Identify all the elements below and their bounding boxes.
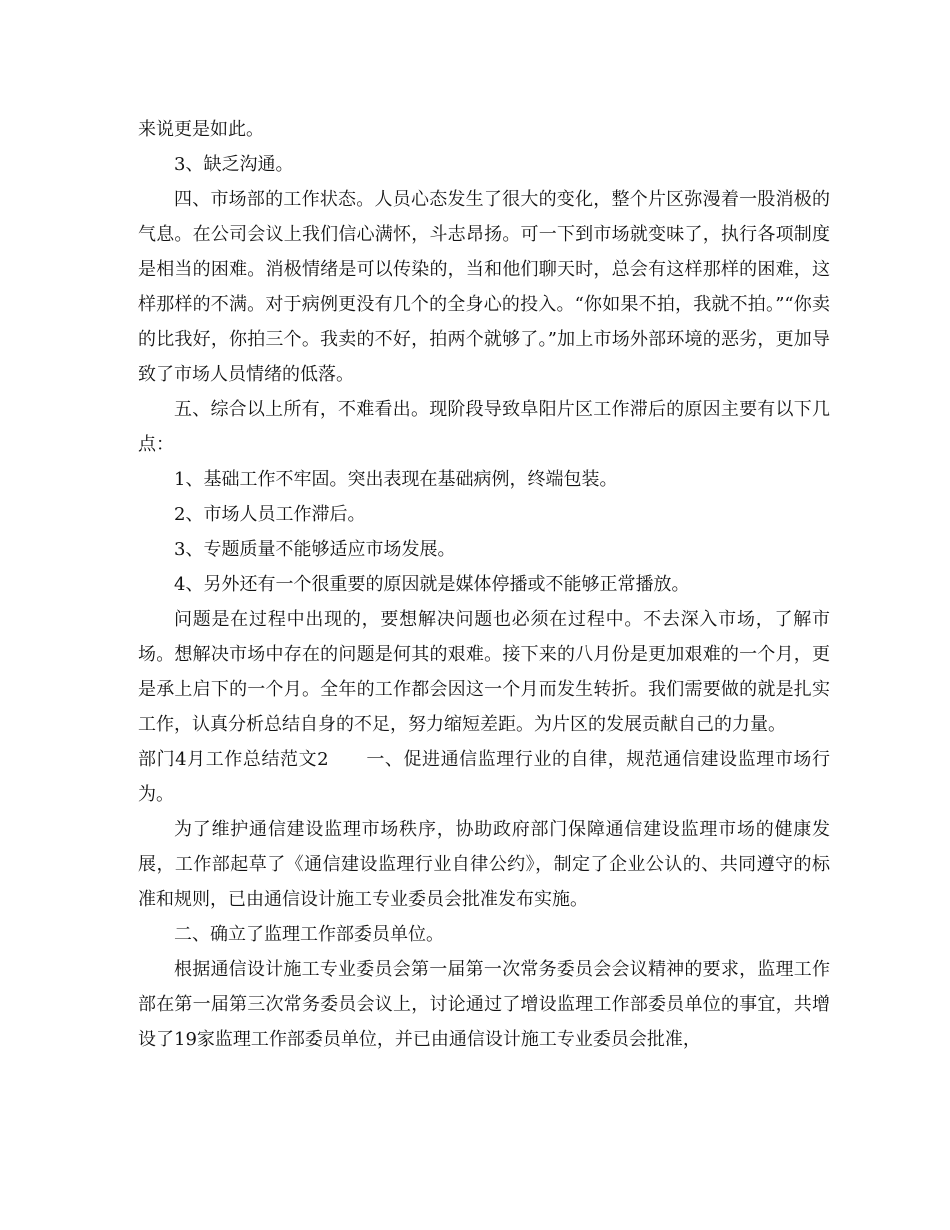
paragraph-7: 3、专题质量不能够适应市场发展。 xyxy=(174,539,456,560)
paragraph-9: 问题是在过程中出现的，要想解决问题也必须在过程中。不去深入市场，了解市场。想解决市场中存在的问题是何其的艰难。接下来的八月份是更加艰难的一个月，更是承上启下的一个月。全年的工作都会因这一个月而发生转折。我们需要做的就是扎实工作，认真分析总结自身的不足，努力缩短差距。为片区的发展贡献自己的力量。 xyxy=(138,609,830,735)
paragraph-11: 为了维护通信建设监理市场秩序，协助政府部门保障通信建设监理市场的健康发展，工作部起草了《通信建设监理行业自律公约》，制定了企业公认的、共同遵守的标准和规则，已由通信设计施工专业委员会批准发布实施。 xyxy=(138,819,830,910)
paragraph-13: 根据通信设计施工专业委员会第一届第一次常务委员会会议精神的要求，监理工作部在第一届第三次常务委员会议上，讨论通过了增设监理工作部委员单位的事宜，共增设了19家监理工作部委员单位，并已由通信设计施工专业委员会批准， xyxy=(138,959,830,1050)
paragraph-1: 来说更是如此。 xyxy=(138,119,264,140)
paragraph-8: 4、另外还有一个很重要的原因就是媒体停播或不能够正常播放。 xyxy=(174,574,690,595)
document-body xyxy=(138,112,830,1057)
paragraph-6: 2、市场人员工作滞后。 xyxy=(174,504,366,525)
paragraph-2: 3、缺乏沟通。 xyxy=(174,154,294,175)
paragraph-3: 四、市场部的工作状态。人员心态发生了很大的变化，整个片区弥漫着一股消极的气息。在公司会议上我们信心满怀，斗志昂扬。可一下到市场就变味了，执行各项制度是相当的困难。消极情绪是可以传染的，当和他们聊天时，总会有这样那样的困难，这样那样的不满。对于病例更没有几个的全身心的投入。“你如果不拍，我就不拍。”“你卖的比我好，你拍三个。我卖的不好，拍两个就够了。”加上市场外部环境的恶劣，更加导致了市场人员情绪的低落。 xyxy=(138,189,830,385)
paragraph-4: 五、综合以上所有，不难看出。现阶段导致阜阳片区工作滞后的原因主要有以下几点： xyxy=(138,399,830,455)
section-heading: 部门4月工作总结范文2 一、促进通信监理行业的自律，规范通信建设监理市场行为。 xyxy=(138,749,830,805)
paragraph-12: 二、确立了监理工作部委员单位。 xyxy=(174,924,444,945)
paragraph-5: 1、基础工作不牢固。突出表现在基础病例，终端包装。 xyxy=(174,469,618,490)
